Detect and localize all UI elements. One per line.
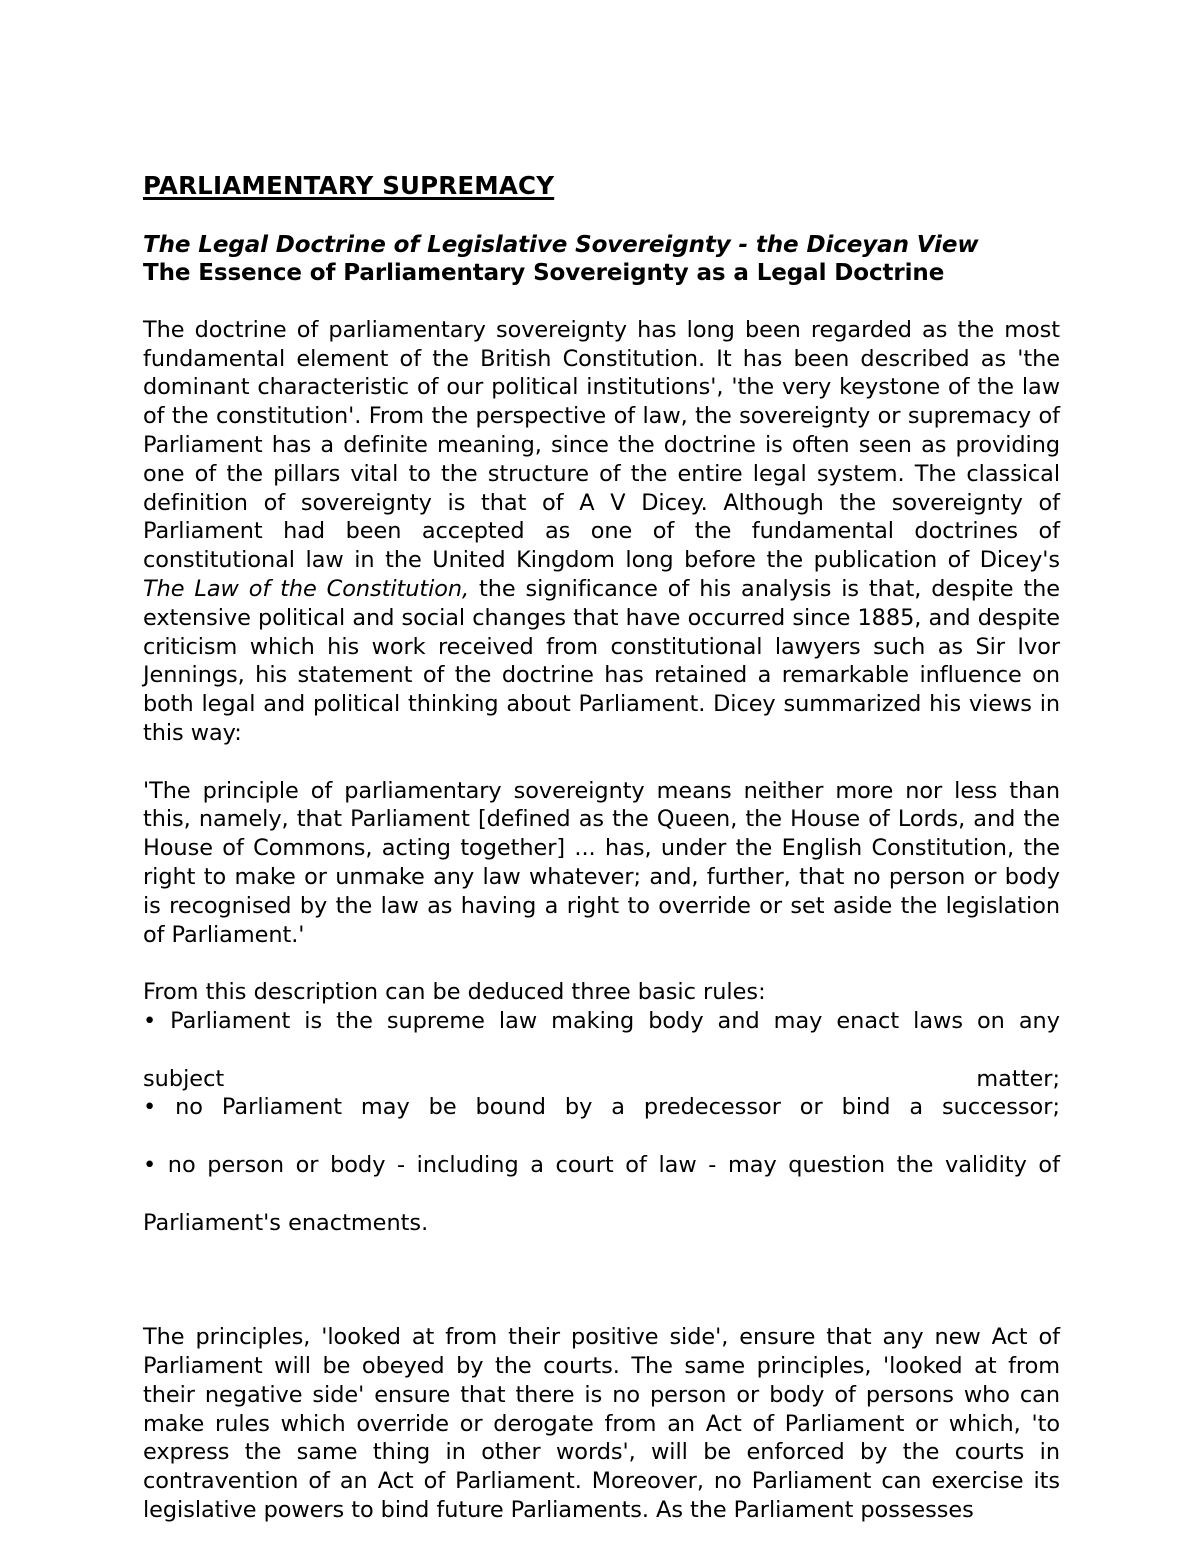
- rule-item-1-matter-word: matter;: [976, 1065, 1060, 1092]
- spacer-before-quotation: [143, 748, 1060, 777]
- rule-item-1-subject-word: subject: [143, 1065, 225, 1092]
- dicey-quotation: 'The principle of parliamentary sovereignty means neither more nor less than this, namely, that Parliament [defined as the Queen, the House of Lords, and the House of Commons, acting together] ... has, under the English Constitution, the right to make or unmake any law whatever; and, further, that no person or body is recognised by the law as having a right to override or set aside the legislation of Parliament.': [143, 777, 1060, 948]
- rules-intro-line: From this description can be deduced three basic rules:: [143, 979, 766, 1006]
- paragraph-1-text-part-1: The doctrine of parliamentary sovereignty has long been regarded as the most fundamental element of the British Constitution. It has been described as 'the dominant characteristic of our political institutions', 'the very keystone of the law of the constitution'. From the perspective of law, the sovereignty or supremacy of Parliament has a definite meaning, since the doctrine is often seen as providing one of the pillars vital to the structure of the entire legal system. The classical definition of sovereignty is that of A V Dicey. Although the sovereignty of Parliament had been accepted as one of the fundamental doctrines of constitutional law in the United Kingdom long before the publication of Dicey's: [143, 316, 1060, 574]
- rule-item-1-line-2: [143, 1065, 1060, 1094]
- rule-item-1-line-1: • Parliament is the supreme law making body and may enact laws on any: [143, 1007, 1060, 1034]
- cited-work-title: The Law of the Constitution,: [143, 575, 470, 602]
- title-spacer: [143, 201, 1060, 231]
- rule-item-3-line-2: Parliament's enactments.: [143, 1209, 429, 1236]
- subtitle-doctrine-italic: The Legal Doctrine of Legislative Sovereignty - the Diceyan View: [143, 231, 979, 258]
- spacer-before-final-paragraph: [143, 1237, 1060, 1323]
- spacer-before-paragraph-1: [143, 287, 1060, 316]
- page-title: PARLIAMENTARY SUPREMACY: [143, 171, 555, 200]
- paragraph-1-text-part-2: the significance of his analysis is that, despite the extensive political and social changes that have occurred since 1885, and despite criticism which his work received from constitutional lawyers such as Sir Ivor Jennings, his statement of the doctrine has retained a remarkable influence on both legal and political thinking about Parliament. Dicey summarized his views in this way:: [143, 575, 1060, 746]
- subtitle-essence-bold: The Essence of Parliamentary Sovereignty as a Legal Doctrine: [143, 259, 945, 286]
- paragraph-principles-final: The principles, 'looked at from their positive side', ensure that any new Act of Parliament will be obeyed by the courts. The same principles, 'looked at from their negative side' ensure that there is no person or body of persons who can make rules which override or derogate from an Act of Parliament or which, 'to express the same thing in other words', will be enforced by the courts in contravention of an Act of Parliament. Moreover, no Parliament can exercise its legislative powers to bind future Parliaments. As the Parliament possesses: [143, 1324, 1060, 1524]
- rule-item-2: • no Parliament may be bound by a predecessor or bind a successor;: [143, 1094, 1060, 1121]
- three-basic-rules-block: [143, 978, 1060, 1237]
- rule-item-3-line-1: • no person or body - including a court of law - may question the validity of: [143, 1151, 1060, 1178]
- spacer-before-rules: [143, 949, 1060, 978]
- paragraph-doctrine-overview: [143, 316, 1060, 748]
